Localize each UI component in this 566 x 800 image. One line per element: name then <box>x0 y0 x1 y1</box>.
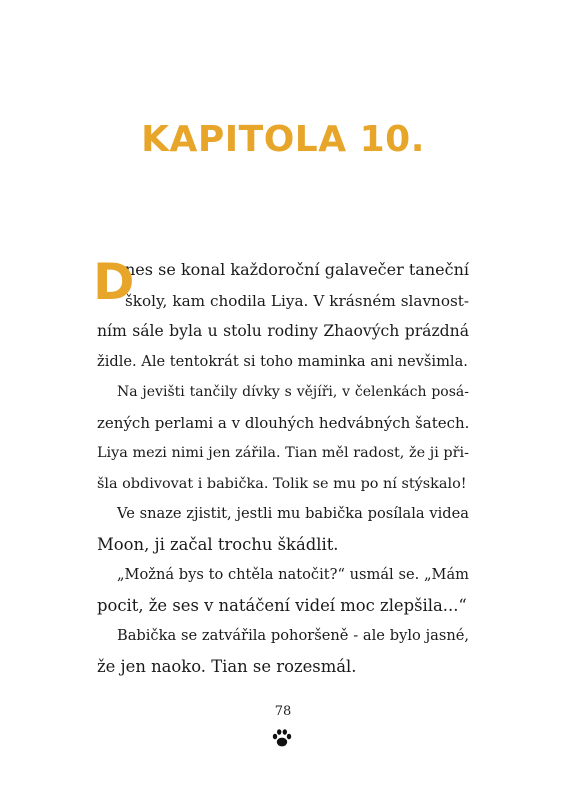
text-line: šla obdivovat i babička. Tolik se mu po ní stýskalo! <box>97 475 467 492</box>
paragraph-3 <box>97 499 469 560</box>
page-number: 78 <box>274 704 292 719</box>
chapter-title: KAPITOLA 10. <box>141 119 425 160</box>
text-line: „Možná bys to chtěla natočit?“ usmál se. „Mám <box>117 566 469 583</box>
text-line: Liya mezi nimi jen zářila. Tian měl radost, že ji při- <box>97 445 469 461</box>
text-line: že jen naoko. Tian se rozesmál. <box>97 656 357 676</box>
text-line: Ve snaze zjistit, jestli mu babička posílala videa <box>117 505 469 522</box>
paw-print-icon <box>271 727 293 749</box>
drop-cap: D <box>93 253 135 311</box>
paragraph-2 <box>97 377 469 499</box>
text-line: ním sále byla u stolu rodiny Zhaových prázdná <box>97 322 469 340</box>
paragraph-1 <box>93 253 469 377</box>
text-line: nes se konal každoroční galavečer taneční <box>125 260 469 279</box>
paragraph-4 <box>97 560 469 621</box>
chapter-body <box>93 253 470 682</box>
text-line: Babička se zatvářila pohoršeně - ale bylo jasné, <box>117 627 469 644</box>
text-line: Moon, ji začal trochu škádlit. <box>97 534 339 554</box>
paragraph-5 <box>97 621 469 682</box>
text-line: školy, kam chodila Liya. V krásném slavnost- <box>125 291 469 310</box>
text-line: zených perlami a v dlouhých hedvábných šatech. <box>97 413 470 432</box>
text-line: židle. Ale tentokrát si toho maminka ani nevšimla. <box>97 352 468 370</box>
text-line: pocit, že ses v natáčení videí moc zlepšila...“ <box>97 595 467 615</box>
text-line: Na jevišti tančily dívky s vějíři, v čelenkách posá- <box>117 384 469 400</box>
